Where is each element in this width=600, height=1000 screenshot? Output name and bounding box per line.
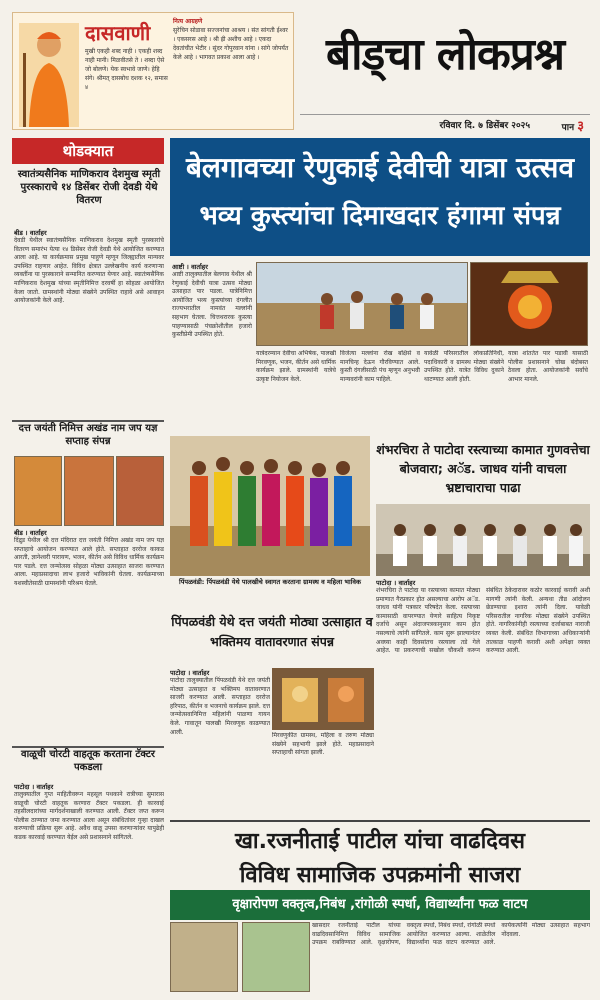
birthday-headline-line1: खा.रजनीताई पाटील यांचा वाढदिवस	[234, 829, 526, 854]
brief3-body	[14, 782, 164, 992]
paper-title: बीड्चा लोकप्रश्न	[326, 29, 564, 80]
dasvani-right-column	[173, 17, 291, 62]
birthday-story-body	[312, 922, 590, 992]
brief1-dateline: बीड । वार्ताहर	[14, 229, 47, 237]
birthday-headline-line2: विविध सामाजिक उपक्रमांनी साजरा	[239, 863, 521, 888]
lead-col2: विजेत्या मल्लांना रोख बक्षिसे व मानचिन्ह देऊन गौरविण्यात आले. कुस्ती दंगलीसाठी पंच म्हणून अनुभवी मान्यवरांनी काम पाहिले.	[340, 350, 420, 383]
press-meet-photo	[376, 504, 590, 576]
birthday-story-text: खासदार रजनीताई पाटील यांच्या वाढदिवसानिमित्त विविध सामाजिक उपक्रम राबविण्यात आले. वृक्षारोपण, वक्तृत्व स्पर्धा, निबंध स्पर्धा, रांगोळी स्पर्धा आयोजित करण्यात आल्या. शाळेतील विद्यार्थ्यांना फळ वाटप करण्यात आले. कार्यकर्त्यांनी मोठ्या उत्साहात सहभाग नोंदवला.	[312, 922, 590, 947]
page-label: पान	[561, 123, 575, 133]
pimpalwandi-body2	[272, 732, 374, 818]
brief1-body	[14, 228, 164, 418]
temple-ceremony-photo	[272, 668, 374, 730]
paper-title-box	[300, 12, 590, 110]
lead-body-left	[172, 262, 252, 432]
procession-photo	[170, 436, 370, 576]
issue-date: रविवार दि. ७ डिसेंबर २०२५	[439, 121, 530, 131]
brief2-photos	[14, 456, 164, 526]
brief3-text: तालुक्यातील गुप्त माहितीवरून महसूल पथकाने रात्रीच्या सुमारास वाळूची चोरटी वाहतूक करणारा टॅक्टर पकडला. ही कारवाई तहसीलदारांच्या मार्गदर्शनाखाली करण्यात आली. टॅक्टर जप्त करून पोलीस ठाण्यात जमा करण्यात आला असून संबंधितांवर गुन्हा दाखल करण्याची प्रक्रिया सुरू आहे. अवैध वाळू उपसा करणाऱ्यांवर यापुढेही कडक कारवाई करण्यात येईल असे प्रशासनाने सांगितले.	[14, 791, 164, 841]
brief2-dateline: बीड । वार्ताहर	[14, 529, 47, 537]
pimpalwandi-text2: मिरवणुकीत ग्रामस्थ, महिला व तरुण मोठ्या संख्येने सहभागी झाले होते. महाप्रसादाने सप्ताहाची सांगता झाली.	[272, 732, 374, 757]
pimpalwandi-dateline: पाटोदा । वार्ताहर	[170, 669, 210, 677]
deity-image	[471, 263, 588, 346]
road-story-photo	[376, 504, 590, 576]
lead-photo-wrestling	[256, 262, 468, 346]
lead-headline-line1: बेलगावच्या रेणुकाई देवीची यात्रा उत्सव	[185, 151, 575, 184]
lead-dateline: आष्टी । वार्ताहर	[172, 263, 208, 271]
brief2-headline: दत्त जयंती निमित्त अखंड नाम जप यज्ञ सप्ताह संपन्न	[12, 420, 164, 450]
lead-col1: यात्रेदरम्यान देवीचा अभिषेक, पालखी मिरवणूक, भजन, कीर्तन असे धार्मिक कार्यक्रम झाले. ग्रामस्थांनी यात्रेचे उत्कृष्ट नियोजन केले.	[256, 350, 336, 383]
wrestling-photo	[256, 262, 468, 346]
pimpalwandi-headline: पिंपळवंडी येथे दत्त जयंती मोठ्या उत्साहात व भक्तिमय वातावरणात संपन्न	[171, 614, 373, 649]
pimpalwandi-text: पाटोदा तालुक्यातील पिंपळवंडी येथे दत्त जयंती मोठ्या उत्साहात व भक्तिमय वातावरणात साजरी करण्यात आली. सप्ताहात दररोज हरिपाठ, कीर्तन व भजनाचे कार्यक्रम झाले. दत्त जन्मोत्सवानिमित्त महिलांनी पाळणा गायन केले. गावातून पालखी मिरवणूक काढण्यात आली.	[170, 677, 270, 736]
brief2-text: दिंद्रुड येथील श्री दत्त मंदिरात दत्त जयंती निमित्त अखंड नाम जप यज्ञ सप्ताहाचे आयोजन करण्यात आले होते. सप्ताहात दररोज काकड आरती, ज्ञानेश्वरी पारायण, भजन, कीर्तन असे विविध धार्मिक कार्यक्रम पार पडले. दत्त जन्मोत्सव सोहळा मोठ्या उत्साहात साजरा करण्यात आला. महाप्रसादाचा लाभ हजारो भाविकांनी घेतला. कार्यक्रमाच्या यशस्वीतेसाठी ग्रामस्थांनी परिश्रम घेतले.	[14, 537, 164, 587]
lead-headline-banner	[170, 138, 590, 256]
brief2-photo-1	[14, 456, 62, 526]
lead-body-columns	[256, 350, 590, 430]
birthday-photos	[170, 922, 310, 992]
brief2-body	[14, 528, 164, 728]
lead-col4: यात्रा शांततेत पार पडावी यासाठी पोलीस प्रशासनाने चोख बंदोबस्त ठेवला होता. आयोजकांनी सर्वांचे आभार मानले.	[508, 350, 588, 383]
brief2-photo-2	[64, 456, 114, 526]
dasvani-title: दासवाणी	[85, 21, 151, 45]
brief3-dateline: पाटोदा । वार्ताहर	[14, 783, 54, 791]
lead-photo-deity	[470, 262, 588, 346]
section-title: थोडक्यात	[12, 138, 164, 164]
deity-photo	[470, 262, 588, 346]
wrestling-scene-image	[257, 263, 468, 346]
dasvani-verse-left: मुखी एकही शब्द नाही । एकही शब्द नाही मानी। मिळवीतसे ते । शब्दा ऐसे जो बोलणे। येक स्वभावे जाणे। हेहि संगे। श्रीमत् दासबोध दशक १२, समास ४	[85, 48, 168, 91]
road-story-text: शंभरचिरा ते पाटोदा या रस्त्याच्या कामात मोठ्या प्रमाणात गैरप्रकार होत असल्याचा आरोप अॅड. जाधव यांनी पत्रकार परिषदेत केला. रस्त्याच्या कामासाठी वापरण्यात येणारे साहित्य निकृष्ट दर्जाचे असून अंदाजपत्रकानुसार काम होत नसल्याचे त्यांनी सांगितले. काम सुरू झाल्यानंतर अवघ्या काही दिवसांतच रस्त्याला तडे गेले आहेत. या प्रकरणाची सखोल चौकशी करून संबंधित ठेकेदारावर कठोर कारवाई करावी अशी मागणी त्यांनी केली. अन्यथा तीव्र आंदोलन छेडण्याचा इशारा त्यांनी दिला. यावेळी परिसरातील नागरिक मोठ्या संख्येने उपस्थित होते. नागरिकांनीही रस्त्याच्या दर्जाबाबत नाराजी व्यक्त केली. संबंधित विभागाच्या अधिकाऱ्यांनी तात्काळ पाहणी करावी अशी अपेक्षा व्यक्त करण्यात आली.	[376, 587, 590, 655]
issue-dateline	[300, 114, 590, 132]
dasvani-right-heading: नित्य आग्रहणे	[173, 18, 203, 25]
page-number	[562, 116, 584, 134]
photo-story-caption: पिंपळवंडी: पिंपळवंडी येथे पालखीचे स्वागत करताना ग्रामस्थ व महिला भाविक	[179, 578, 361, 586]
birthday-photo-2	[242, 922, 310, 992]
saint-figure-image	[19, 23, 79, 127]
road-story-body	[376, 578, 590, 818]
lead-text-left: आष्टी तालुक्यातील बेलगाव येथील श्री रेणुकाई देवीची यात्रा उत्सव मोठ्या उत्साहात पार पडला. यात्रेनिमित्त आयोजित भव्य कुस्त्यांच्या दंगलीत राज्यभरातील नामवंत मल्लांनी सहभाग घेतला. चित्तथरारक कुस्त्या पाहण्यासाठी पंचक्रोशीतील हजारो कुस्तीप्रेमी उपस्थित होते.	[172, 271, 252, 339]
lead-headline-line2: भव्य कुस्त्यांचा दिमाखदार हंगामा संपन्न	[199, 201, 561, 231]
road-story-headline: शंभरचिरा ते पाटोदा रस्त्याच्या कामात गुणवत्तेचा बोजवारा; अॅड. जाधव यांनी वाचला भ्रष्टाचाराचा पाढा	[376, 442, 590, 495]
dasvani-verse-right: सुरेचिन सोडावा सज्जनांचा आश्रय । संत सांगती ईश्वर । एकसरस आहे । श्री ह्री अशीच आहे । एकदा देवतांचीत भेटीर । सुंदर गोपुरवान यांना । सांगे जोपर्यंत केले आहे । भागवत प्रकाश आला आहे ।	[173, 27, 289, 61]
road-story-dateline: पाटोदा । वार्ताहर	[376, 579, 416, 587]
pimpalwandi-body	[170, 668, 270, 818]
brief1-headline: स्वातंत्र्यसैनिक माणिकराव देशमुख स्मृती पुरस्काराचे १४ डिसेंबर रोजी देवडी येथे वितरण	[17, 169, 161, 206]
brief2-photo-3	[116, 456, 164, 526]
pimpalwandi-photo	[272, 668, 374, 730]
photo-story-image	[170, 436, 370, 576]
lead-col3: यावेळी परिसरातील लोकप्रतिनिधी, पदाधिकारी व ग्रामस्थ मोठ्या संख्येने उपस्थित होते. यात्रेत विविध दुकाने थाटण्यात आली होती.	[424, 350, 504, 383]
dasvani-box	[12, 12, 294, 130]
birthday-photo-1	[170, 922, 238, 992]
birthday-subhead-strip: वृक्षारोपण वक्तृत्व,निबंध ,रांगोळी स्पर्धा, विद्यार्थ्यांना फळ वाटप	[170, 890, 590, 920]
brief1-text: देवडी येथील स्वातंत्र्यसैनिक माणिकराव देशमुख स्मृती पुरस्कारांचे वितरण समारंभ येत्या १४ डिसेंबर रोजी देवडी येथे आयोजित करण्यात आला आहे. या कार्यक्रमास प्रमुख पाहुणे म्हणून जिल्ह्यातील मान्यवर उपस्थित राहणार आहेत. विविध क्षेत्रात उल्लेखनीय कार्य करणाऱ्या व्यक्तींना या पुरस्काराने सन्मानित करण्यात येणार आहे. स्वातंत्र्यसैनिक माणिकराव देशमुख यांच्या स्मृतीनिमित्त दरवर्षी हा सोहळा आयोजित केला जातो. ग्रामस्थांनी मोठ्या संख्येने उपस्थित राहावे असे आवाहन आयोजकांनी केले आहे.	[14, 237, 164, 305]
brief3-headline: वाळूची चोरटी वाहतूक करताना टॅक्टर पकडला	[12, 746, 164, 776]
page-number-value: ३	[577, 119, 584, 134]
